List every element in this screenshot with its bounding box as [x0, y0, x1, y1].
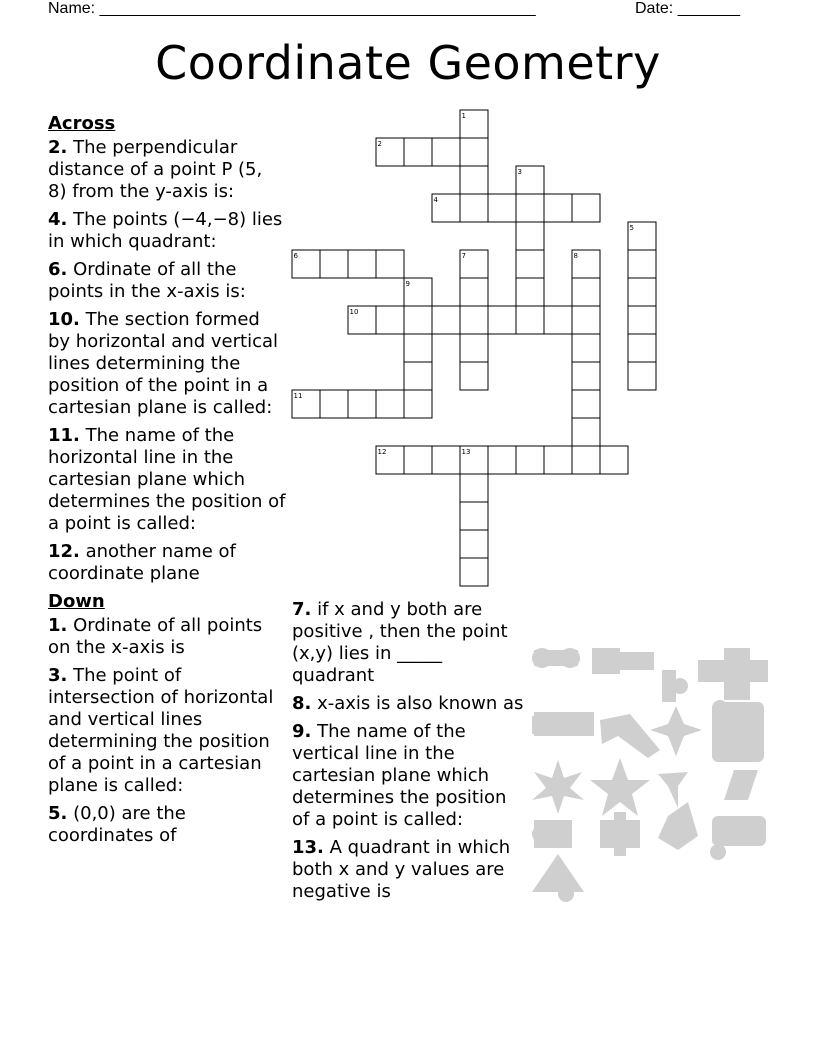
grid-cell[interactable] — [516, 222, 544, 250]
puzzle-pieces-icon — [528, 640, 772, 910]
grid-cell[interactable] — [460, 166, 488, 194]
clue-text: another name of coordinate plane — [48, 541, 236, 584]
grid-cell-number: 13 — [461, 448, 471, 456]
clue-text: x-axis is also known as — [311, 693, 524, 714]
clue-number: 5. — [48, 803, 68, 824]
grid-cell[interactable] — [488, 446, 516, 474]
clue-text: The name of the horizontal line in the cartesian plane which determines the position of a point is called: — [48, 425, 286, 534]
name-blank[interactable]: _________________________________________________ — [99, 0, 536, 17]
grid-cell[interactable] — [460, 306, 488, 334]
grid-cell[interactable] — [544, 194, 572, 222]
clue-text: (0,0) are the coordinates of — [48, 803, 186, 846]
grid-cell-number: 4 — [433, 196, 438, 204]
grid-cell[interactable] — [544, 306, 572, 334]
grid-cell[interactable] — [432, 138, 460, 166]
grid-cell[interactable] — [404, 306, 432, 334]
grid-cell[interactable] — [460, 138, 488, 166]
grid-cell[interactable] — [600, 446, 628, 474]
clue-text: The points (−4,−8) lies in which quadrant: — [48, 209, 283, 252]
grid-cell[interactable] — [460, 474, 488, 502]
grid-cell[interactable] — [376, 390, 404, 418]
grid-cell[interactable] — [460, 530, 488, 558]
grid-cell[interactable] — [348, 390, 376, 418]
grid-cell[interactable] — [404, 138, 432, 166]
name-label: Name: — [48, 0, 96, 17]
grid-cell-number: 10 — [349, 308, 359, 316]
grid-cell[interactable] — [516, 446, 544, 474]
grid-cell[interactable] — [404, 446, 432, 474]
clue-number: 3. — [48, 665, 68, 686]
clue-text: The perpendicular distance of a point P (5, 8) from the y-axis is: — [48, 137, 263, 202]
clue-number: 8. — [292, 693, 312, 714]
grid-cell-number: 5 — [629, 224, 634, 232]
grid-cell[interactable] — [572, 418, 600, 446]
grid-cell-number: 12 — [377, 448, 387, 456]
grid-cell[interactable] — [460, 278, 488, 306]
grid-cell[interactable] — [320, 390, 348, 418]
grid-cell[interactable] — [488, 306, 516, 334]
clue-text: The section formed by horizontal and vertical lines determining the position of the point in a cartesian plane is called: — [48, 309, 279, 418]
grid-cell-number: 11 — [293, 392, 303, 400]
clue-text: Ordinate of all the points in the x-axis is: — [48, 259, 246, 302]
grid-cell[interactable] — [460, 194, 488, 222]
clue-number: 7. — [292, 599, 312, 620]
grid-cell[interactable] — [404, 334, 432, 362]
grid-cell[interactable] — [572, 362, 600, 390]
clue-number: 2. — [48, 137, 68, 158]
clue-number: 11. — [48, 425, 80, 446]
grid-cell[interactable] — [572, 446, 600, 474]
grid-cell-number: 8 — [573, 252, 578, 260]
grid-cell[interactable] — [460, 362, 488, 390]
grid-cell[interactable] — [544, 446, 572, 474]
grid-cell[interactable] — [516, 194, 544, 222]
grid-cell-number: 3 — [517, 168, 522, 176]
grid-cell[interactable] — [516, 278, 544, 306]
grid-cell[interactable] — [572, 306, 600, 334]
grid-cell[interactable] — [516, 250, 544, 278]
page-title: Coordinate Geometry — [155, 36, 661, 90]
grid-cell[interactable] — [404, 390, 432, 418]
grid-cell[interactable] — [516, 306, 544, 334]
grid-cell-number: 9 — [405, 280, 410, 288]
clue-text: if x and y both are positive , then the point (x,y) lies in _____ quadrant — [292, 599, 508, 686]
grid-cell[interactable] — [376, 250, 404, 278]
grid-cell[interactable] — [572, 390, 600, 418]
down-heading: Down — [48, 591, 105, 612]
grid-cell[interactable] — [572, 334, 600, 362]
grid-cell-number: 7 — [461, 252, 466, 260]
date-blank[interactable]: _______ — [677, 0, 740, 17]
grid-cell[interactable] — [572, 278, 600, 306]
clue-text: A quadrant in which both x and y values are negative is — [292, 837, 511, 902]
grid-cell[interactable] — [460, 558, 488, 586]
clue-number: 13. — [292, 837, 324, 858]
grid-cell[interactable] — [432, 306, 460, 334]
clue-number: 12. — [48, 541, 80, 562]
clue-number: 1. — [48, 615, 68, 636]
grid-cell[interactable] — [460, 334, 488, 362]
clue-text: Ordinate of all points on the x-axis is — [48, 615, 263, 658]
grid-cell[interactable] — [460, 502, 488, 530]
grid-cell[interactable] — [348, 250, 376, 278]
clue-text: The name of the vertical line in the cartesian plane which determines the position of a point is called: — [292, 721, 507, 830]
clue-number: 6. — [48, 259, 68, 280]
across-heading: Across — [48, 113, 116, 134]
grid-cell-number: 6 — [293, 252, 298, 260]
grid-cell[interactable] — [432, 446, 460, 474]
grid-cell[interactable] — [488, 194, 516, 222]
grid-cell-number: 2 — [377, 140, 382, 148]
grid-cell[interactable] — [628, 250, 656, 278]
grid-cell[interactable] — [376, 306, 404, 334]
clue-number: 10. — [48, 309, 80, 330]
grid-cell[interactable] — [628, 306, 656, 334]
clue-number: 4. — [48, 209, 68, 230]
clue-number: 9. — [292, 721, 312, 742]
date-label: Date: — [635, 0, 674, 17]
grid-cell[interactable] — [572, 194, 600, 222]
grid-cell[interactable] — [628, 362, 656, 390]
grid-cell[interactable] — [320, 250, 348, 278]
grid-cell[interactable] — [404, 362, 432, 390]
grid-cell[interactable] — [628, 334, 656, 362]
grid-cell-number: 1 — [461, 112, 466, 120]
grid-cell[interactable] — [628, 278, 656, 306]
clue-text: The point of intersection of horizontal and vertical lines determining the position of a point in a cartesian plane is called: — [48, 665, 274, 796]
